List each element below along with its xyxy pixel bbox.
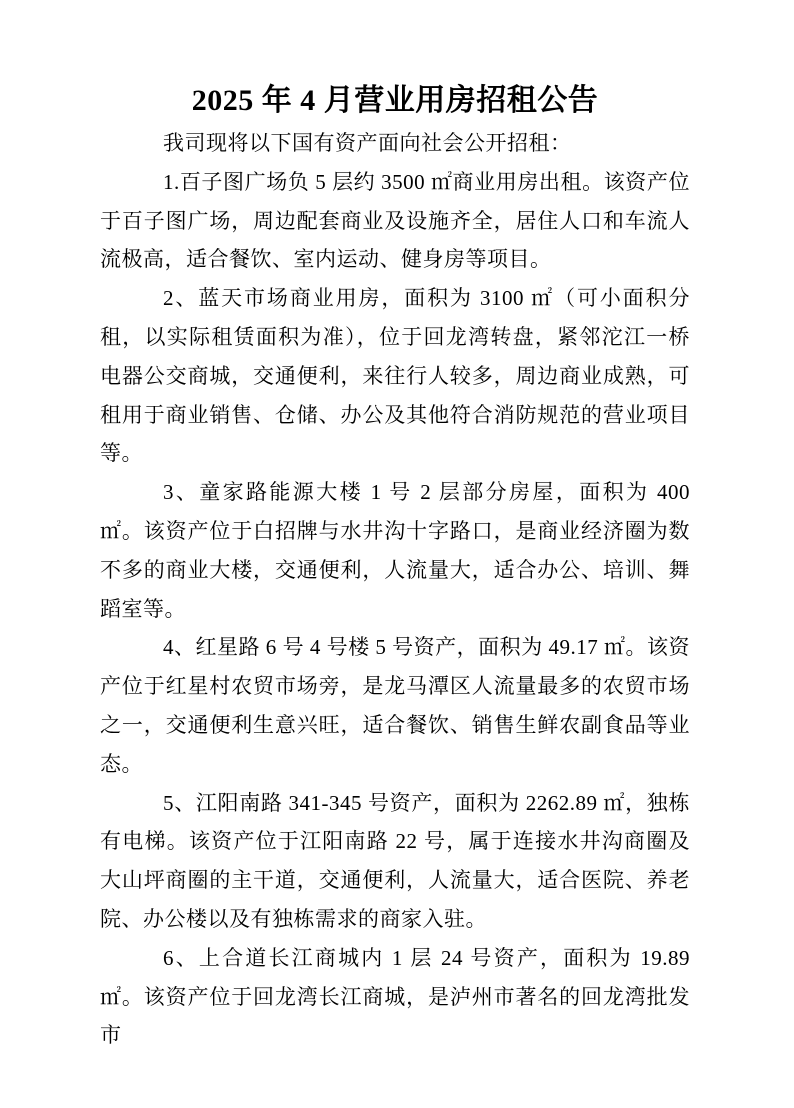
listing-paragraph-5: 5、江阳南路 341-345 号资产，面积为 2262.89 ㎡，独栋有电梯。该资产位于江阳南路 22 号，属于连接水井沟商圈及大山坪商圈的主干道，交通便利，人流量大，适合医院、养老院、办公楼以及有独栋需求的商家入驻。 <box>100 790 690 931</box>
listing-paragraph-6: 6、上合道长江商城内 1 层 24 号资产，面积为 19.89 ㎡。该资产位于回龙湾长江商城，是泸州市著名的回龙湾批发市 <box>100 945 690 1048</box>
document-body <box>100 124 690 1055</box>
listing-paragraph-2: 2、蓝天市场商业用房，面积为 3100 ㎡（可小面积分租，以实际租赁面积为准），位于回龙湾转盘，紧邻沱江一桥电器公交商城，交通便利，来往行人较多，周边商业成熟，可租用于商业销售、仓储、办公及其他符合消防规范的营业项目等。 <box>100 286 690 466</box>
listing-paragraph-3: 3、童家路能源大楼 1 号 2 层部分房屋，面积为 400 ㎡。该资产位于白招牌与水井沟十字路口，是商业经济圈为数不多的商业大楼，交通便利，人流量大，适合办公、培训、舞蹈室等。 <box>100 480 690 621</box>
document-title: 2025 年 4 月营业用房招租公告 <box>191 84 599 117</box>
listing-paragraph-4: 4、红星路 6 号 4 号楼 5 号资产，面积为 49.17 ㎡。该资产位于红星村农贸市场旁，是龙马潭区人流量最多的农贸市场之一，交通便利生意兴旺，适合餐饮、销售生鲜农副食品等业态。 <box>100 635 690 776</box>
intro-paragraph: 我司现将以下国有资产面向社会公开招租： <box>163 131 572 155</box>
listing-paragraph-1: 1.百子图广场负 5 层约 3500 ㎡商业用房出租。该资产位于百子图广场，周边配套商业及设施齐全，居住人口和车流人流极高，适合餐饮、室内运动、健身房等项目。 <box>100 169 690 272</box>
